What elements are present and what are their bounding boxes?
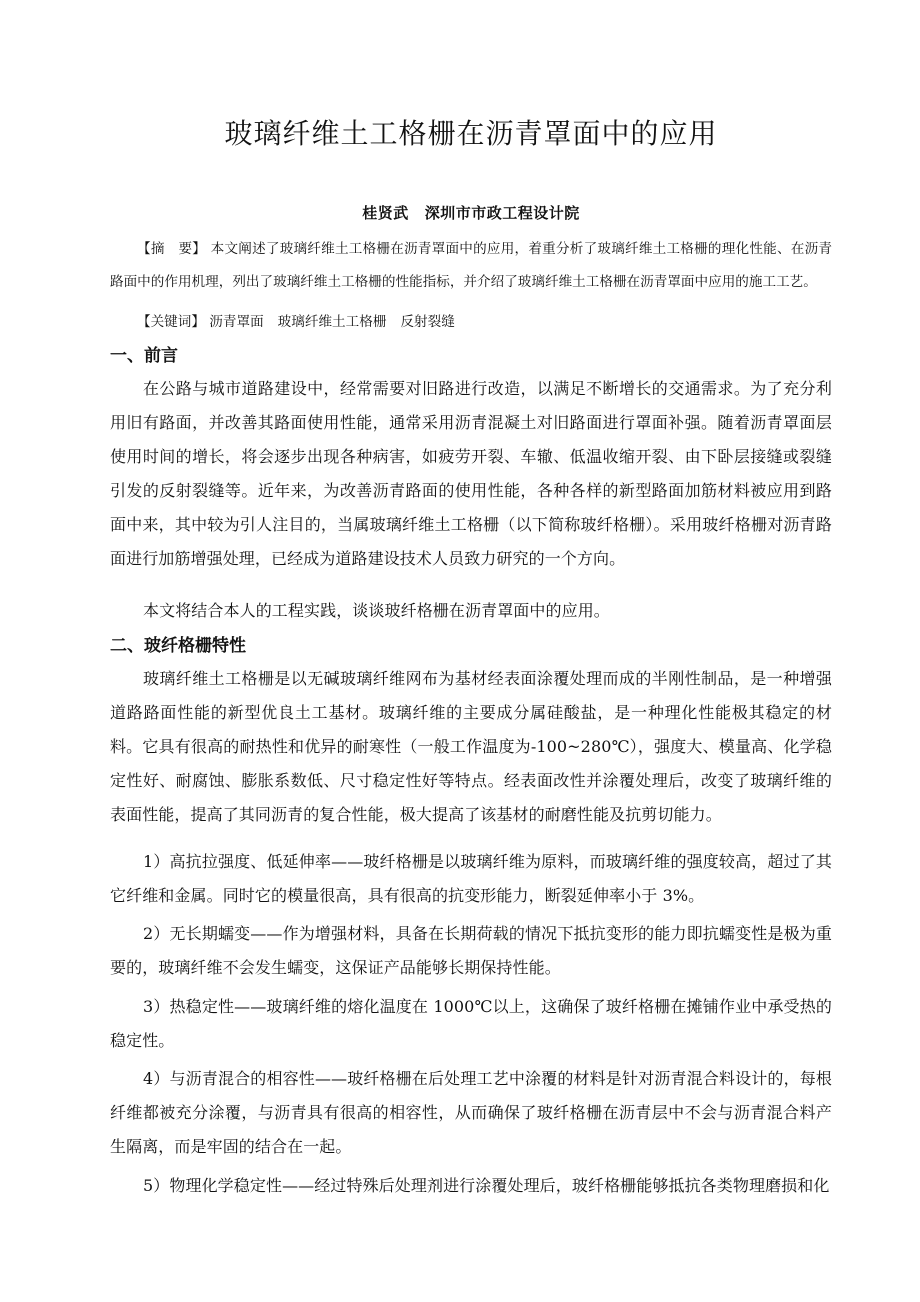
author-line	[110, 202, 832, 224]
paragraph: 玻璃纤维土工格栅是以无碱玻璃纤维网布为基材经表面涂覆处理而成的半刚性制品，是一种增强道路路面性能的新型优良土工基材。玻璃纤维的主要成分属硅酸盐，是一种理化性能极其稳定的材料。它具有很高的耐热性和优异的耐寒性（一般工作温度为-100~280℃），强度大、模量高、化学稳定性好、耐腐蚀、膨胀系数低、尺寸稳定性好等特点。经表面改性并涂覆处理后，改变了玻璃纤维的表面性能，提高了其同沥青的复合性能，极大提高了该基材的耐磨性能及抗剪切能力。	[110, 669, 832, 824]
keywords-label: 【关键词】	[137, 314, 205, 330]
abstract-label: 【摘 要】	[137, 241, 207, 257]
abstract-text: 本文阐述了玻璃纤维土工格栅在沥青罩面中的应用，着重分析了玻璃纤维土工格栅的理化性能、在沥青路面中的作用机理，列出了玻璃纤维土工格栅的性能指标，并介绍了玻璃纤维土工格栅在沥青罩面中应用的施工工艺。	[110, 241, 833, 290]
section-heading: 一、前言	[110, 346, 178, 366]
document-title: 玻璃纤维土工格栅在沥青罩面中的应用	[224, 117, 718, 150]
keywords	[110, 306, 832, 339]
abstract	[110, 233, 832, 299]
section-heading: 二、玻纤格栅特性	[110, 636, 246, 656]
author-name: 桂贤武	[362, 204, 409, 222]
keyword: 反射裂缝	[400, 314, 455, 330]
list-item: 2）无长期蠕变——作为增强材料，具备在长期荷载的情况下抵抗变形的能力即抗蠕变性是极为重要的，玻璃纤维不会发生蠕变，这保证产品能够长期保持性能。	[110, 924, 832, 977]
keyword: 沥青罩面	[209, 314, 264, 330]
list-item: 5）物理化学稳定性——经过特殊后处理剂进行涂覆处理后，玻纤格栅能够抵抗各类物理磨损和化	[143, 1176, 830, 1195]
list-item: 1）高抗拉强度、低延伸率——玻纤格栅是以玻璃纤维为原料，而玻璃纤维的强度较高，超过了其它纤维和金属。同时它的模量很高，具有很高的抗变形能力，断裂延伸率小于 3%。	[110, 852, 832, 905]
list-item: 3）热稳定性——玻璃纤维的熔化温度在 1000℃以上，这确保了玻纤格栅在摊铺作业中承受热的稳定性。	[110, 997, 832, 1050]
author-affiliation: 深圳市市政工程设计院	[424, 204, 580, 222]
keyword: 玻璃纤维土工格栅	[277, 314, 387, 330]
list-item: 4）与沥青混合的相容性——玻纤格栅在后处理工艺中涂覆的材料是针对沥青混合料设计的，每根纤维都被充分涂覆，与沥青具有很高的相容性，从而确保了玻纤格栅在沥青层中不会与沥青混合料产生隔离，而是牢固的结合在一起。	[110, 1069, 832, 1156]
paragraph: 本文将结合本人的工程实践，谈谈玻纤格栅在沥青罩面中的应用。	[143, 601, 610, 620]
paragraph: 在公路与城市道路建设中，经常需要对旧路进行改造，以满足不断增长的交通需求。为了充分利用旧有路面，并改善其路面使用性能，通常采用沥青混凝土对旧路面进行罩面补强。随着沥青罩面层使用时间的增长，将会逐步出现各种病害，如疲劳开裂、车辙、低温收缩开裂、由下卧层接缝或裂缝引发的反射裂缝等。近年来，为改善沥青路面的使用性能，各种各样的新型路面加筋材料被应用到路面中来，其中较为引人注目的，当属玻璃纤维土工格栅（以下简称玻纤格栅）。采用玻纤格栅对沥青路面进行加筋增强处理，已经成为道路建设技术人员致力研究的一个方向。	[110, 379, 832, 568]
